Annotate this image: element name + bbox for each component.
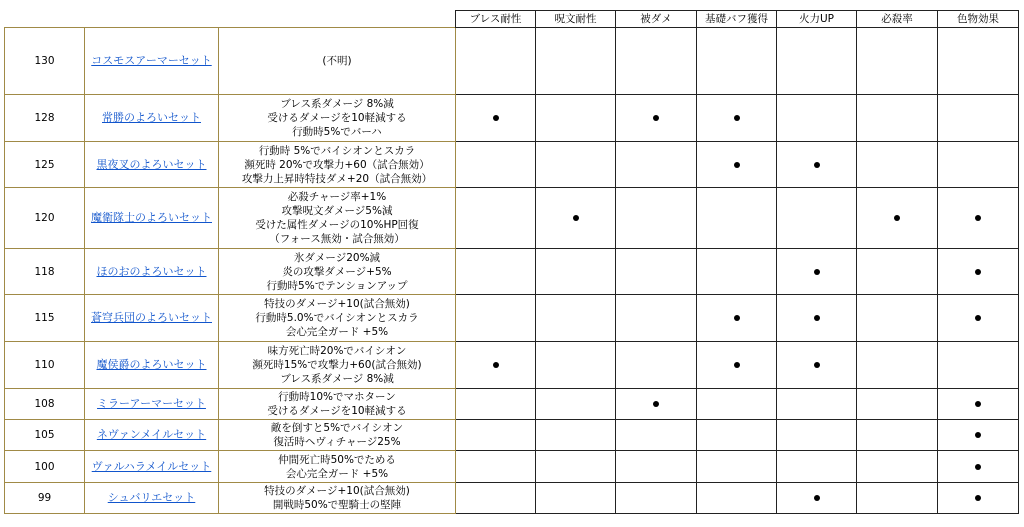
bullet-icon <box>734 362 740 368</box>
effect-line: 敵を倒すと5%でバイシオン <box>270 422 404 434</box>
attribute-cell <box>857 95 938 142</box>
effect-line: 復活時ヘヴィチャージ25% <box>273 436 401 448</box>
attribute-cell <box>777 95 857 142</box>
level-cell: 118 <box>5 249 85 295</box>
effect-line: 行動時5%でバーハ <box>292 126 382 138</box>
effect-description-cell <box>219 451 456 483</box>
attribute-cell <box>857 483 938 514</box>
header-blank-desc <box>219 11 456 28</box>
set-name-cell <box>85 420 219 451</box>
attribute-cell <box>697 188 777 249</box>
set-name-link[interactable]: ほのおのよろいセット <box>96 264 207 278</box>
attribute-cell <box>938 389 1019 420</box>
set-name-cell <box>85 389 219 420</box>
attribute-cell <box>777 188 857 249</box>
attribute-cell <box>616 295 697 342</box>
attribute-cell <box>697 295 777 342</box>
attribute-cell <box>857 342 938 389</box>
effect-line: 味方死亡時20%でバイシオン <box>267 345 407 357</box>
column-header: 基礎バフ獲得 <box>697 11 777 28</box>
attribute-cell <box>857 142 938 188</box>
attribute-cell <box>536 188 616 249</box>
attribute-cell <box>536 28 616 95</box>
table-row <box>5 389 1019 420</box>
effect-description-cell <box>219 483 456 514</box>
bullet-icon <box>975 432 981 438</box>
attribute-cell <box>777 142 857 188</box>
effect-description-cell <box>219 188 456 249</box>
attribute-cell <box>536 389 616 420</box>
level-cell: 120 <box>5 188 85 249</box>
effect-description-cell <box>219 142 456 188</box>
bullet-icon <box>734 115 740 121</box>
level-cell: 108 <box>5 389 85 420</box>
attribute-cell <box>616 95 697 142</box>
set-name-link[interactable]: コスモスアーマーセット <box>91 54 212 67</box>
bullet-icon <box>814 362 820 368</box>
set-name-link[interactable]: ミラーアーマーセット <box>97 397 206 410</box>
effect-line: 開戦時50%で聖騎士の堅陣 <box>272 499 402 511</box>
attribute-cell <box>616 483 697 514</box>
effect-line: 行動時5.0%でバイシオンとスカラ <box>255 312 419 324</box>
attribute-cell <box>697 389 777 420</box>
attribute-cell <box>616 451 697 483</box>
set-name-cell <box>85 295 219 342</box>
set-name-link[interactable]: 蒼穹兵団のよろいセット <box>91 311 212 324</box>
effect-line: 瀕死時 20%で攻撃力+60（試合無効） <box>244 158 430 171</box>
effect-description-cell <box>219 28 456 95</box>
effect-line: 特技のダメージ+10(試合無効) <box>264 298 410 310</box>
effect-line: 受けた属性ダメージの10%HP回復 <box>255 219 419 231</box>
attribute-cell <box>697 249 777 295</box>
attribute-cell <box>938 188 1019 249</box>
attribute-cell <box>536 295 616 342</box>
level-cell: 110 <box>5 342 85 389</box>
effect-line: 会心完全ガード +5% <box>285 467 389 480</box>
header-blank-name <box>85 11 219 28</box>
attribute-cell <box>857 249 938 295</box>
effect-line: 瀕死時15%で攻撃力+60(試合無効) <box>252 359 422 371</box>
effect-description-cell <box>219 295 456 342</box>
table-row <box>5 451 1019 483</box>
attribute-cell <box>697 95 777 142</box>
set-name-cell <box>85 95 219 142</box>
effect-line: 炎の攻撃ダメージ+5% <box>282 265 392 278</box>
effect-line: ブレス系ダメージ 8%減 <box>280 98 394 110</box>
bullet-icon <box>975 464 981 470</box>
attribute-cell <box>938 249 1019 295</box>
header-blank-level <box>5 11 85 28</box>
effect-line: 行動時10%でマホターン <box>278 391 396 403</box>
effect-line: 特技のダメージ+10(試合無効) <box>264 485 410 497</box>
effect-line: 行動時 5%でバイシオンとスカラ <box>258 144 416 157</box>
effect-line: 行動時5%でテンションアップ <box>266 279 408 292</box>
attribute-cell <box>857 28 938 95</box>
attribute-cell <box>616 188 697 249</box>
bullet-icon <box>734 315 740 321</box>
set-name-link[interactable]: 常勝のよろいセット <box>102 111 201 124</box>
bullet-icon <box>975 315 981 321</box>
column-header: 必殺率 <box>857 11 938 28</box>
attribute-cell <box>456 389 536 420</box>
effect-line: 必殺チャージ率+1% <box>287 191 387 203</box>
column-header: ブレス耐性 <box>456 11 536 28</box>
set-name-link[interactable]: 魔侯爵のよろいセット <box>96 358 207 371</box>
effect-line: 氷ダメージ20%減 <box>293 251 381 264</box>
attribute-cell <box>536 420 616 451</box>
attribute-cell <box>777 28 857 95</box>
attribute-cell <box>938 28 1019 95</box>
set-name-cell <box>85 342 219 389</box>
attribute-cell <box>616 342 697 389</box>
attribute-cell <box>536 95 616 142</box>
attribute-cell <box>456 249 536 295</box>
set-name-cell <box>85 483 219 514</box>
table-row <box>5 483 1019 514</box>
bullet-icon <box>894 215 900 221</box>
effect-description-cell <box>219 342 456 389</box>
table-row <box>5 342 1019 389</box>
attribute-cell <box>697 483 777 514</box>
table-row <box>5 420 1019 451</box>
attribute-cell <box>697 342 777 389</box>
attribute-cell <box>777 389 857 420</box>
attribute-cell <box>536 249 616 295</box>
bullet-icon <box>814 162 820 168</box>
attribute-cell <box>938 342 1019 389</box>
attribute-cell <box>616 420 697 451</box>
attribute-cell <box>456 295 536 342</box>
attribute-cell <box>938 142 1019 188</box>
table-body <box>5 28 1019 514</box>
attribute-cell <box>456 483 536 514</box>
level-cell: 100 <box>5 451 85 483</box>
attribute-cell <box>938 95 1019 142</box>
column-header: 被ダメ <box>616 11 697 28</box>
attribute-cell <box>456 142 536 188</box>
attribute-cell <box>697 451 777 483</box>
attribute-cell <box>456 188 536 249</box>
set-name-cell <box>85 142 219 188</box>
column-header: 火力UP <box>777 11 857 28</box>
table-row <box>5 142 1019 188</box>
attribute-cell <box>938 295 1019 342</box>
attribute-cell <box>777 483 857 514</box>
effect-line: (不明) <box>322 55 352 67</box>
effect-description-cell <box>219 249 456 295</box>
attribute-cell <box>456 28 536 95</box>
attribute-cell <box>857 420 938 451</box>
effect-line: 攻撃呪文ダメージ5%減 <box>281 205 393 217</box>
effect-line: 受けるダメージを10軽減する <box>267 405 407 417</box>
attribute-cell <box>697 28 777 95</box>
table-row <box>5 95 1019 142</box>
attribute-cell <box>777 342 857 389</box>
set-name-link[interactable]: ヴァルハラメイルセット <box>91 459 212 473</box>
column-header: 呪文耐性 <box>536 11 616 28</box>
attribute-cell <box>456 95 536 142</box>
effect-line: （フォース無効・試合無効） <box>269 233 405 245</box>
set-name-link[interactable]: シュバリエセット <box>107 491 196 504</box>
bullet-icon <box>573 215 579 221</box>
attribute-cell <box>616 389 697 420</box>
attribute-cell <box>697 420 777 451</box>
attribute-cell <box>857 188 938 249</box>
set-name-cell <box>85 28 219 95</box>
level-cell: 130 <box>5 28 85 95</box>
level-cell: 125 <box>5 142 85 188</box>
attribute-cell <box>456 342 536 389</box>
attribute-cell <box>536 342 616 389</box>
bullet-icon <box>734 162 740 168</box>
bullet-icon <box>814 269 820 275</box>
level-cell: 115 <box>5 295 85 342</box>
bullet-icon <box>975 215 981 221</box>
attribute-cell <box>536 142 616 188</box>
attribute-cell <box>616 142 697 188</box>
effect-line: 会心完全ガード +5% <box>285 326 389 338</box>
table-row <box>5 249 1019 295</box>
attribute-cell <box>857 451 938 483</box>
set-name-link[interactable]: 黒夜叉のよろいセット <box>96 157 207 171</box>
attribute-cell <box>777 420 857 451</box>
bullet-icon <box>975 269 981 275</box>
attribute-cell <box>777 249 857 295</box>
attribute-cell <box>616 249 697 295</box>
effect-line: 攻撃力上昇時特技ダメ+20（試合無効） <box>241 172 433 185</box>
bullet-icon <box>975 495 981 501</box>
attribute-cell <box>777 295 857 342</box>
set-name-link[interactable]: ネヴァンメイルセット <box>96 428 207 441</box>
attribute-cell <box>938 451 1019 483</box>
level-cell: 99 <box>5 483 85 514</box>
table-row <box>5 295 1019 342</box>
bullet-icon <box>493 362 499 368</box>
set-name-cell <box>85 249 219 295</box>
level-cell: 128 <box>5 95 85 142</box>
effect-line: ブレス系ダメージ 8%減 <box>280 373 394 385</box>
attribute-cell <box>616 28 697 95</box>
bullet-icon <box>814 495 820 501</box>
set-name-link[interactable]: 魔衛隊士のよろいセット <box>91 211 212 224</box>
attribute-cell <box>857 295 938 342</box>
bullet-icon <box>975 401 981 407</box>
effect-description-cell <box>219 420 456 451</box>
bullet-icon <box>814 315 820 321</box>
attribute-cell <box>536 451 616 483</box>
level-cell: 105 <box>5 420 85 451</box>
effect-description-cell <box>219 389 456 420</box>
armor-set-table <box>4 10 1019 514</box>
attribute-cell <box>456 420 536 451</box>
attribute-cell <box>456 451 536 483</box>
attribute-cell <box>938 483 1019 514</box>
bullet-icon <box>653 401 659 407</box>
attribute-cell <box>857 389 938 420</box>
effect-line: 仲間死亡時50%でためる <box>278 453 396 466</box>
table-row <box>5 28 1019 95</box>
set-name-cell <box>85 188 219 249</box>
table-row <box>5 188 1019 249</box>
header-row <box>5 11 1019 28</box>
bullet-icon <box>653 115 659 121</box>
effect-line: 受けるダメージを10軽減する <box>267 112 407 124</box>
attribute-cell <box>777 451 857 483</box>
column-header: 色物効果 <box>938 11 1019 28</box>
effect-description-cell <box>219 95 456 142</box>
bullet-icon <box>493 115 499 121</box>
attribute-cell <box>938 420 1019 451</box>
attribute-cell <box>536 483 616 514</box>
attribute-cell <box>697 142 777 188</box>
set-name-cell <box>85 451 219 483</box>
